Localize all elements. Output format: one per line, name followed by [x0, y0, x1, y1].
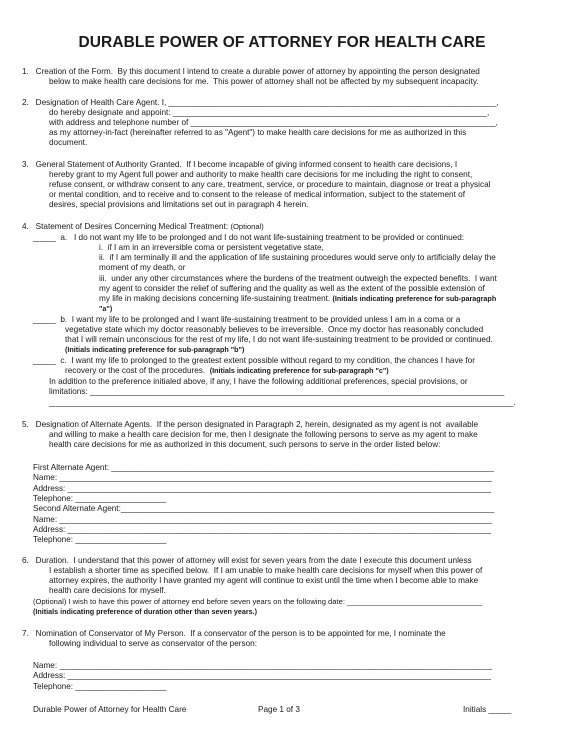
option-c-line — [65, 366, 389, 376]
option-b-line: that I will remain unconscious for the rest of my life, I do not want life-sustaining treatment to be provided or continued. — [65, 335, 493, 344]
additional-preferences: In addition to the preference initialed above, if any, I have the following additional preferences, special provisions, or — [49, 377, 468, 386]
section-6-line: I establish a shorter time as specified below. If I am unable to make health care decisions for myself when this power of — [49, 566, 483, 575]
footer-title: Durable Power of Attorney for Health Care — [33, 705, 187, 714]
section-3-line: 3. General Statement of Authority Granted. If I become incapable of giving informed consent to health care decisions, I — [22, 160, 458, 169]
section-6-line: 6. Duration. I understand that this power of attorney will exist for seven years from the date I execute this document unless — [22, 556, 472, 565]
first-alternate-telephone-field[interactable]: Telephone: ____________________ — [33, 494, 167, 503]
section-6-line: health care decisions for myself. — [49, 586, 166, 595]
footer-page-number: Page 1 of 3 — [258, 705, 300, 714]
section-7-line: following individual to serve as conservator of the person: — [49, 639, 257, 648]
section-4-heading-text: 4. Statement of Desires Concerning Medical Treatment: — [22, 222, 229, 231]
conservator-address-field[interactable]: Address: _____________________________________________________________________________________________ — [33, 671, 492, 680]
duration-note: (Initials indicating preference of duration other than seven years.) — [33, 607, 258, 616]
duration-date-field[interactable]: (Optional) I wish to have this power of attorney end before seven years on the following date: ________________________________ — [33, 597, 483, 606]
section-2-line: with address and telephone number of ___________________________________________________________________, — [49, 118, 498, 127]
section-5-line: 5. Designation of Alternate Agents. If the person designated in Paragraph 2, herein, designated as my agent is not available — [22, 420, 479, 429]
section-4-heading — [22, 222, 264, 232]
section-1-line: below to make health care decisions for me. This power of attorney shall not be affected by my subsequent incapacity. — [49, 77, 479, 86]
first-alternate-address-field[interactable]: Address: _____________________________________________________________________________________________ — [33, 484, 492, 493]
second-alternate-name-field[interactable]: Name: _______________________________________________________________________________________________ — [33, 515, 492, 524]
conservator-name-field[interactable]: Name: _______________________________________________________________________________________________ — [33, 661, 492, 670]
section-2-line: do hereby designate and appoint: _____________________________________________________________________, — [49, 108, 490, 117]
first-alternate-field[interactable]: First Alternate Agent: ____________________________________________________________________________________ — [33, 463, 494, 472]
option-a-ii: ii. if I am terminally ill and the application of life sustaining procedures would serve only to artificially delay the — [99, 253, 496, 262]
option-a-line: _____ a. I do not want my life to be prolonged and I do not want life-sustaining treatment to be provided or continued: — [33, 233, 465, 242]
section-3-line: refuse consent, or withdraw consent to any care, treatment, service, or procedure to maintain, diagnose or treat a physical — [49, 180, 491, 189]
option-a-ii: moment of my death, or — [99, 263, 186, 272]
option-a-i: i. if I am in an irreversible coma or persistent vegetative state, — [99, 243, 324, 252]
option-c-line: _____ c. I want my life to prolonged to the greatest extent possible without regard to my condition, the chances I have for — [33, 356, 475, 365]
option-c-text: recovery or the cost of the procedures. — [65, 366, 206, 375]
optional-label: (Optional) — [230, 222, 264, 231]
additional-preferences: ______________________________________________________________________________________________________. — [49, 398, 516, 407]
second-alternate-address-field[interactable]: Address: _____________________________________________________________________________________________ — [33, 525, 492, 534]
additional-preferences: limitations: ___________________________________________________________________________________________ — [49, 387, 505, 396]
option-a-iii — [99, 294, 496, 304]
second-alternate-telephone-field[interactable]: Telephone: ____________________ — [33, 535, 167, 544]
section-5-line: and willing to make a health care decision for me, then I designate the following persons to serve as my agent to make — [49, 430, 478, 439]
option-a-iii: my agent to consider the relief of suffering and the quality as well as the extent of the possible extension of — [99, 284, 485, 293]
section-6-line: attorney expires, the authority I have granted my agent will continue to exist until the time when I become able to make — [49, 576, 479, 585]
section-2-line: document. — [49, 138, 88, 147]
section-2-line: as my attorney-in-fact (hereinafter referred to as "Agent") to make health care decisions for me as authorized in this — [49, 128, 467, 137]
option-b-note: (Initials indicating preference for sub-paragraph "b") — [65, 345, 245, 354]
section-2-line: 2. Designation of Health Care Agent. I, ________________________________________________________________________, — [22, 98, 499, 107]
footer-initials: Initials _____ — [463, 705, 512, 714]
option-a-note-cont: "a") — [99, 304, 113, 313]
section-1-line: 1. Creation of the Form. By this document I intend to create a durable power of attorney by appointing the person designated — [22, 67, 480, 76]
section-3-line: desires, special provisions and limitations set out in paragraph 4 herein. — [49, 200, 309, 209]
option-c-note: (Initials indicating preference for sub-paragraph "c") — [209, 366, 389, 375]
section-7-line: 7. Nomination of Conservator of My Person. If a conservator of the person is to be appointed for me, I nominate the — [22, 629, 446, 638]
option-b-line: vegetative state which my doctor reasonably believes to be irreversible. Once my doctor has reasonably concluded — [65, 325, 484, 334]
document-title: DURABLE POWER OF ATTORNEY FOR HEALTH CARE — [78, 34, 486, 51]
conservator-telephone-field[interactable]: Telephone: ____________________ — [33, 682, 167, 691]
section-3-line: or mental condition, and to receive and to consent to the release of medical information, subject to the statement of — [49, 190, 465, 199]
section-3-line: hereby grant to my Agent full power and authority to make health care decisions for me including the right to consent, — [49, 170, 473, 179]
option-a-note: (Initials indicating preference for sub-paragraph — [332, 294, 497, 303]
option-a-iii-text: my life in making decisions concerning life-sustaining treatment. — [99, 294, 331, 303]
second-alternate-field[interactable]: Second Alternate Agent:__________________________________________________________________________________ — [33, 504, 495, 513]
first-alternate-name-field[interactable]: Name: _______________________________________________________________________________________________ — [33, 473, 492, 482]
section-5-line: health care decisions for me as authorized in this document, such persons to serve in the order listed below: — [49, 440, 441, 449]
option-a-iii: iii. under any other circumstances where the burdens of the treatment outweigh the expected benefits. I want — [99, 274, 497, 283]
option-b-line: _____ b. I want my life to be prolonged and I want life-sustaining treatment to be provided unless I am in a coma or a — [33, 315, 461, 324]
